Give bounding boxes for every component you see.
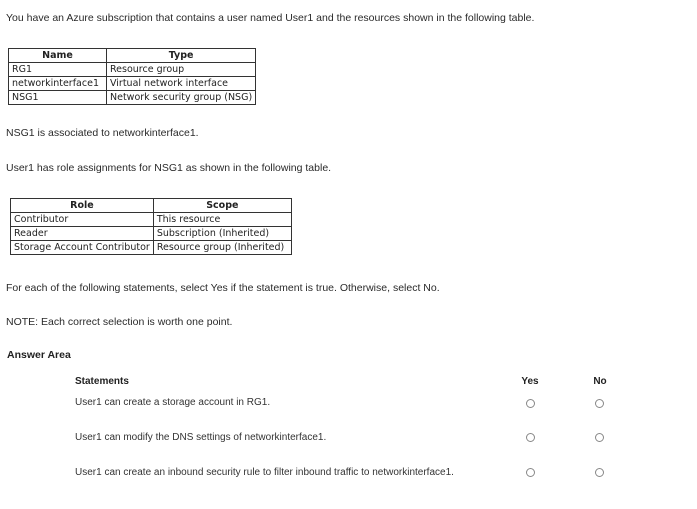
table-cell: RG1: [9, 63, 107, 77]
resources-table: [8, 48, 256, 105]
table-cell: Contributor: [11, 213, 154, 227]
statement-3: User1 can create an inbound security rule to filter inbound traffic to networkinterface1.: [75, 467, 454, 478]
statement-1-no-radio[interactable]: [595, 399, 604, 408]
roles-intro: User1 has role assignments for NSG1 as shown in the following table.: [6, 162, 332, 174]
table-row: [11, 213, 292, 227]
table-header: Scope: [153, 199, 291, 213]
table-cell: Network security group (NSG): [107, 91, 256, 105]
table-row: [9, 63, 256, 77]
statements-header: Statements: [75, 376, 129, 387]
table-cell: Reader: [11, 227, 154, 241]
roles-table: [10, 198, 292, 255]
table-cell: NSG1: [9, 91, 107, 105]
table-cell: Virtual network interface: [107, 77, 256, 91]
note-text: NOTE: Each correct selection is worth one point.: [6, 316, 233, 328]
statement-3-no-radio[interactable]: [595, 468, 604, 477]
intro-text: You have an Azure subscription that contains a user named User1 and the resources shown in the following table.: [6, 12, 535, 24]
statement-2: User1 can modify the DNS settings of networkinterface1.: [75, 432, 327, 443]
table-header: Name: [9, 49, 107, 63]
table-row: [11, 241, 292, 255]
table-header: Role: [11, 199, 154, 213]
statement-1: User1 can create a storage account in RG1.: [75, 397, 271, 408]
answer-area-title: Answer Area: [7, 349, 71, 361]
table-row: [9, 91, 256, 105]
table-row: [11, 227, 292, 241]
nsg-note: NSG1 is associated to networkinterface1.: [6, 127, 199, 139]
table-cell: Subscription (Inherited): [153, 227, 291, 241]
table-row: [9, 77, 256, 91]
statement-2-yes-radio[interactable]: [526, 433, 535, 442]
table-cell: This resource: [153, 213, 291, 227]
statement-1-yes-radio[interactable]: [526, 399, 535, 408]
no-column-header: No: [593, 376, 607, 387]
table-cell: Resource group: [107, 63, 256, 77]
yes-column-header: Yes: [521, 376, 539, 387]
statement-3-yes-radio[interactable]: [526, 468, 535, 477]
table-cell: Resource group (Inherited): [153, 241, 291, 255]
table-cell: networkinterface1: [9, 77, 107, 91]
statement-2-no-radio[interactable]: [595, 433, 604, 442]
instructions-text: For each of the following statements, select Yes if the statement is true. Otherwise, select No.: [6, 282, 440, 294]
table-cell: Storage Account Contributor: [11, 241, 154, 255]
table-header: Type: [107, 49, 256, 63]
